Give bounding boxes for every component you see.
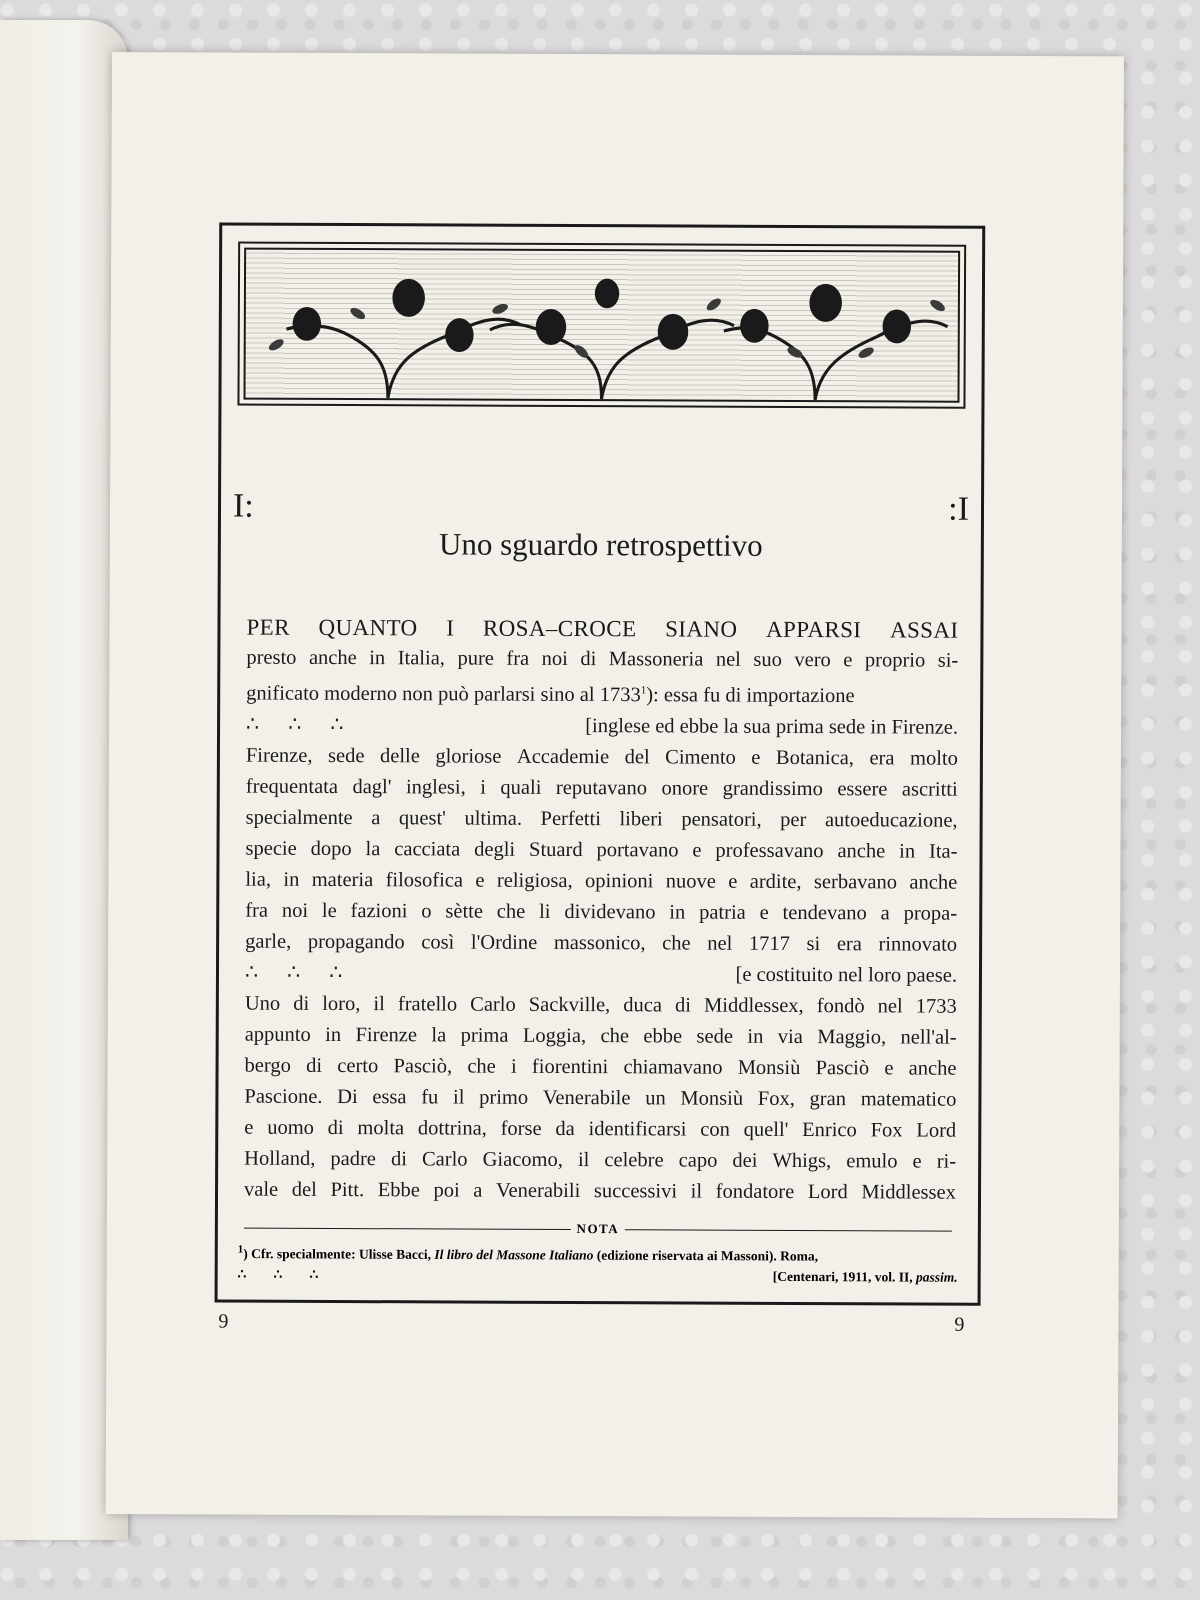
nota-divider <box>238 1220 958 1239</box>
text-line: ∴ ∴ ∴ [e costituito nel loro paese. <box>245 957 957 991</box>
book-title: Il libro del Massone Italiano <box>434 1246 594 1263</box>
book-page <box>106 52 1124 1518</box>
text-line: Holland, padre di Carlo Giacomo, il celebre capo dei Whigs, emulo e ri- <box>244 1147 957 1173</box>
chapter-marker-right: :I <box>948 490 970 528</box>
text-line: vale del Pitt. Ebbe poi a Venerabili successivi il fondatore Lord Middlessex <box>243 1178 956 1204</box>
text-line: fra noi le fazioni o sètte che li dividevano in patria e tendevano a propa- <box>245 899 958 925</box>
text-line: bergo di certo Pasciò, che i fiorentini chiamavano Monsiù Pasciò e anche <box>244 1054 957 1080</box>
body-text <box>244 612 959 1209</box>
text-line: specie dopo la cacciata degli Stuard portavano e professavano anche in Ita- <box>245 837 958 863</box>
page-frame <box>215 222 986 1305</box>
chapter-marker-left: I: <box>232 487 254 525</box>
text-line-start: gnificato moderno non può parlarsi sino al 1733$^1$): essa fu di importazione <box>246 682 855 708</box>
masonic-dots: ∴ ∴ ∴ <box>246 713 356 736</box>
text-line: lia, in materia filosofica e religiosa, opinioni nuove e ardite, serbavano anche <box>245 868 958 894</box>
text-line <box>246 674 958 713</box>
nota-rule-right <box>625 1229 952 1231</box>
footnote-line: ∴ ∴ ∴ [Centenari, 1911, vol. II, passim. <box>237 1266 958 1285</box>
text-line: presto anche in Italia, pure fra noi di Massoneria nel suo vero e proprio si- <box>246 646 959 672</box>
page-number-left: 9 <box>218 1310 229 1333</box>
text-line: ∴ ∴ ∴ [inglese ed ebbe la sua prima sede in Firenze. <box>246 709 958 743</box>
text-line: frequentata dagl' inglesi, i quali reputavano onore grandissimo essere ascritti <box>245 775 958 801</box>
text-line: e uomo di molta dottrina, forse da identificarsi con quell' Enrico Fox Lord <box>244 1116 957 1142</box>
nota-rule-left <box>244 1227 571 1229</box>
decorative-banner <box>237 242 966 409</box>
masonic-dots: ∴ ∴ ∴ <box>237 1266 331 1282</box>
text-line: Uno di loro, il fratello Carlo Sackville, duca di Middlessex, fondò nel 1733 <box>244 992 957 1018</box>
footnote-line: $^1$) Cfr. specialmente: Ulisse Bacci, Il libro del Massone Italiano (edizione riservata ai Massoni). Roma, <box>237 1243 819 1264</box>
page-number-right: 9 <box>954 1313 965 1336</box>
footnote-ref: 1 <box>640 684 647 697</box>
text-line: garle, propagando così l'Ordine massonico, che nel 1717 si era rinnovato <box>245 930 958 956</box>
text-line: PER QUANTO I ROSA–CROCE SIANO APPARSI ASSAI <box>246 614 959 643</box>
nota-label: NOTA <box>576 1221 620 1237</box>
text-line: specialmente a quest' ultima. Perfetti liberi pensatori, per autoeducazione, <box>245 806 958 832</box>
text-line: Pascione. Di essa fu il primo Venerabile un Monsiù Fox, gran matematico <box>244 1085 957 1111</box>
footnote <box>238 1240 958 1288</box>
chapter-title: Uno sguardo retrospettivo <box>438 526 763 563</box>
pomegranate-tree-illustration <box>243 248 960 403</box>
masonic-dots: ∴ ∴ ∴ <box>244 961 355 984</box>
footnote-number: 1 <box>237 1243 244 1256</box>
text-line: appunto in Firenze la prima Loggia, che ebbe sede in via Maggio, nell'al- <box>244 1023 957 1049</box>
text-line: Firenze, sede delle gloriose Accademie del Cimento e Botanica, era molto <box>245 744 958 770</box>
